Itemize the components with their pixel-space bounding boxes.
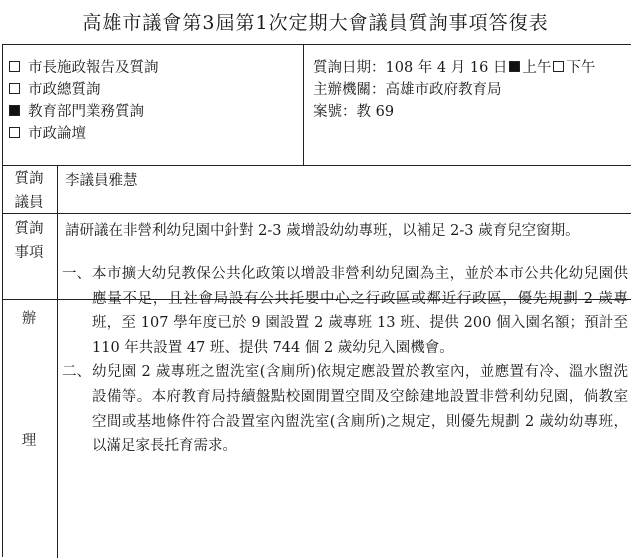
- category-label: 市長施政報告及質詢: [28, 59, 159, 76]
- am-checkbox[interactable]: [509, 61, 520, 72]
- category-label: 市政論壇: [28, 125, 86, 142]
- reply-label-char1: 辦: [21, 311, 37, 327]
- question-label-line2: 事項: [14, 245, 44, 261]
- category-item[interactable]: [9, 121, 299, 143]
- agency-row: [313, 77, 631, 99]
- form-title: 高雄市議會第3屆第1次定期大會議員質詢事項答復表: [82, 11, 549, 34]
- reply-content: [62, 262, 628, 459]
- category-checklist: [9, 55, 299, 143]
- question-text: 請研議在非營利幼兒園中針對 2-3 歲增設幼幼專班，以補足 2-3 歲育兒空窗期。: [65, 223, 580, 239]
- pm-label: 下午: [566, 59, 596, 76]
- reply-label-char2: 理: [21, 433, 37, 449]
- question-label-line1: 質詢: [14, 221, 44, 237]
- category-label: 教育部門業務質詢: [28, 103, 144, 120]
- reply-item: [62, 360, 628, 458]
- category-checkbox-2[interactable]: [9, 105, 20, 116]
- divider-label-col: [57, 165, 58, 558]
- category-checkbox-3[interactable]: [9, 127, 20, 138]
- category-item[interactable]: [9, 55, 299, 77]
- question-label: [3, 217, 55, 265]
- category-checkbox-1[interactable]: [9, 83, 20, 94]
- am-label: 上午: [522, 59, 552, 76]
- councilor-label-line2: 議員: [14, 195, 44, 211]
- agency: 主辦機關：高雄市政府教育局: [313, 81, 502, 98]
- councilor-name: 李議員雅慧: [65, 173, 138, 189]
- reply-item-number: 二、: [62, 364, 91, 381]
- category-label: 市政總質詢: [28, 81, 101, 98]
- inquiry-date-row: [313, 55, 631, 77]
- category-item[interactable]: [9, 77, 299, 99]
- reply-item-text: 本市擴大幼兒教保公共化政策以增設非營利幼兒園為主，並於本市公共化幼兒園供應量不足，且社會局設有公共托嬰中心之行政區或鄰近行政區，優先規劃 2 歲專班，至 107 學年度已於 9 園設置 2 歲專班 13 班、提供 200 個入園名額；預計至 110 年共設置 47 班、提供 744 個 2 歲幼兒入園機會。: [92, 266, 628, 356]
- category-item[interactable]: [9, 99, 299, 121]
- councilor-label: [3, 167, 55, 215]
- councilor-label-line1: 質詢: [14, 171, 44, 187]
- case-number: 案號：教 69: [313, 103, 395, 120]
- pm-checkbox[interactable]: [553, 61, 564, 72]
- reply-item-number: 一、: [62, 266, 91, 282]
- divider-info: [303, 45, 304, 165]
- reply-item-text: 幼兒園 2 歲專班之盥洗室(含廁所)依規定應設置於教室內，並應置有冷、溫水盥洗設備等。本府教育局持續盤點校園閒置空間及空餘建地設置非營利幼兒園，倘教室空間或基地條件符合設置室內盥洗室(含廁所)之規定，則優先規劃 2 歲幼幼專班，以滿足家長托育需求。: [92, 364, 628, 455]
- inquiry-info: [313, 55, 631, 121]
- divider-row1: [3, 165, 631, 166]
- inquiry-date: 質詢日期：108 年 4 月 16 日: [313, 59, 508, 76]
- category-checkbox-0[interactable]: [9, 61, 20, 72]
- divider-row2: [3, 213, 631, 214]
- reply-item: [62, 262, 628, 360]
- case-number-row: [313, 99, 631, 121]
